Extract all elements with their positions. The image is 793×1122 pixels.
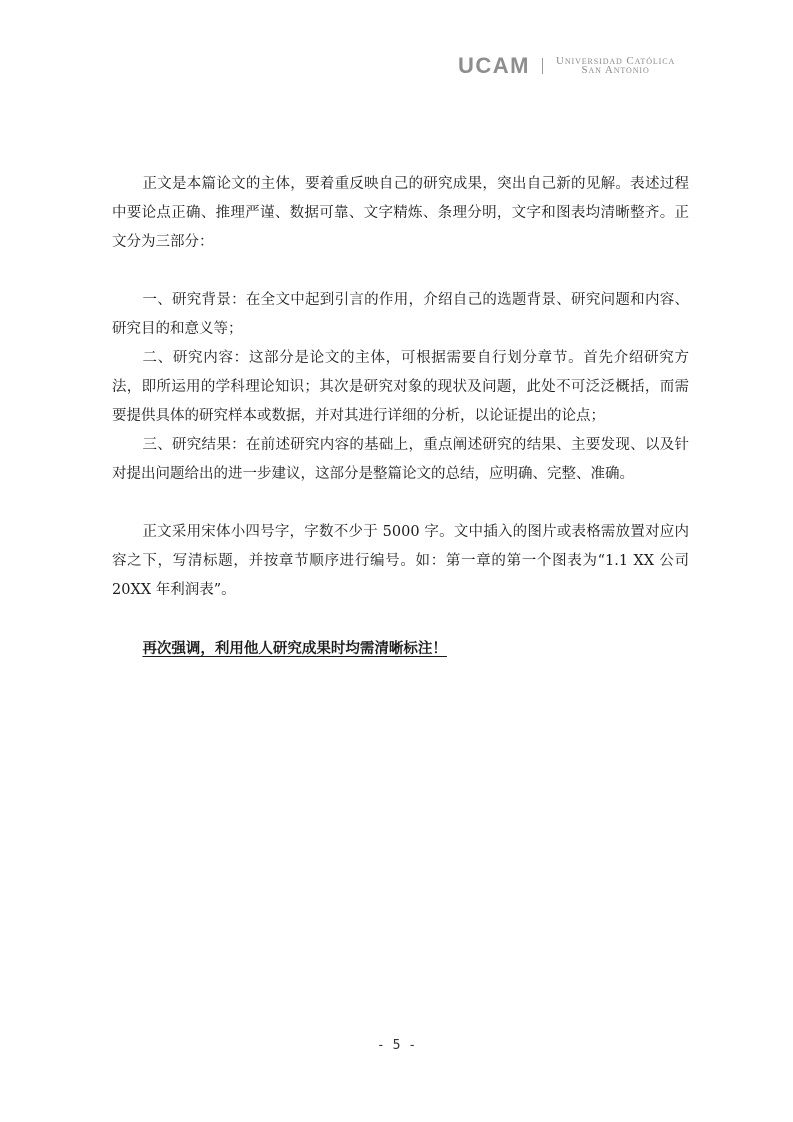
paragraph-gap <box>112 257 689 286</box>
section-results: 三、研究结果：在前述研究内容的基础上，重点阐述研究的结果、主要发现、以及针对提出问题给出的进一步建议，这部分是整篇论文的总结，应明确、完整、准确。 <box>112 437 689 482</box>
logo-university-name <box>556 57 675 75</box>
paragraph-gap <box>112 489 689 518</box>
page-number: - 5 - <box>376 1038 417 1053</box>
section-background: 一、研究背景：在全文中起到引言的作用，介绍自己的选题背景、研究问题和内容、研究目的和意义等； <box>112 292 689 337</box>
paragraph-gap <box>112 605 689 634</box>
format-note-paragraph: 正文采用宋体小四号字，字数不少于 5000 字。文中插入的图片或表格需放置对应内容之下，写清标题，并按章节顺序进行编号。如：第一章的第一个图表为“1.1 XX 公司 20XX 年利润表”。 <box>112 524 689 598</box>
section-content: 二、研究内容：这部分是论文的主体，可根据需要自行划分章节。首先介绍研究方法，即所运用的学科理论知识；其次是研究对象的现状及问题，此处不可泛泛概括，而需要提供具体的研究样本或数据，并对其进行详细的分析，以论证提出的论点； <box>112 350 689 424</box>
logo-line-1: Universidad Católica <box>556 55 676 67</box>
logo-divider <box>542 58 543 74</box>
header-logo <box>458 54 675 78</box>
emphasis-text: 再次强调，利用他人研究成果时均需清晰标注！ <box>142 640 447 657</box>
emphasis-note <box>112 634 689 663</box>
logo-mark: UCAM <box>458 53 530 78</box>
logo-line-2: San Antonio <box>581 64 650 76</box>
intro-paragraph: 正文是本篇论文的主体，要着重反映自己的研究成果，突出自己新的见解。表述过程中要论点正确、推理严谨、数据可靠、文字精炼、条理分明，文字和图表均清晰整齐。正文分为三部分： <box>112 176 689 250</box>
document-body <box>112 170 689 663</box>
